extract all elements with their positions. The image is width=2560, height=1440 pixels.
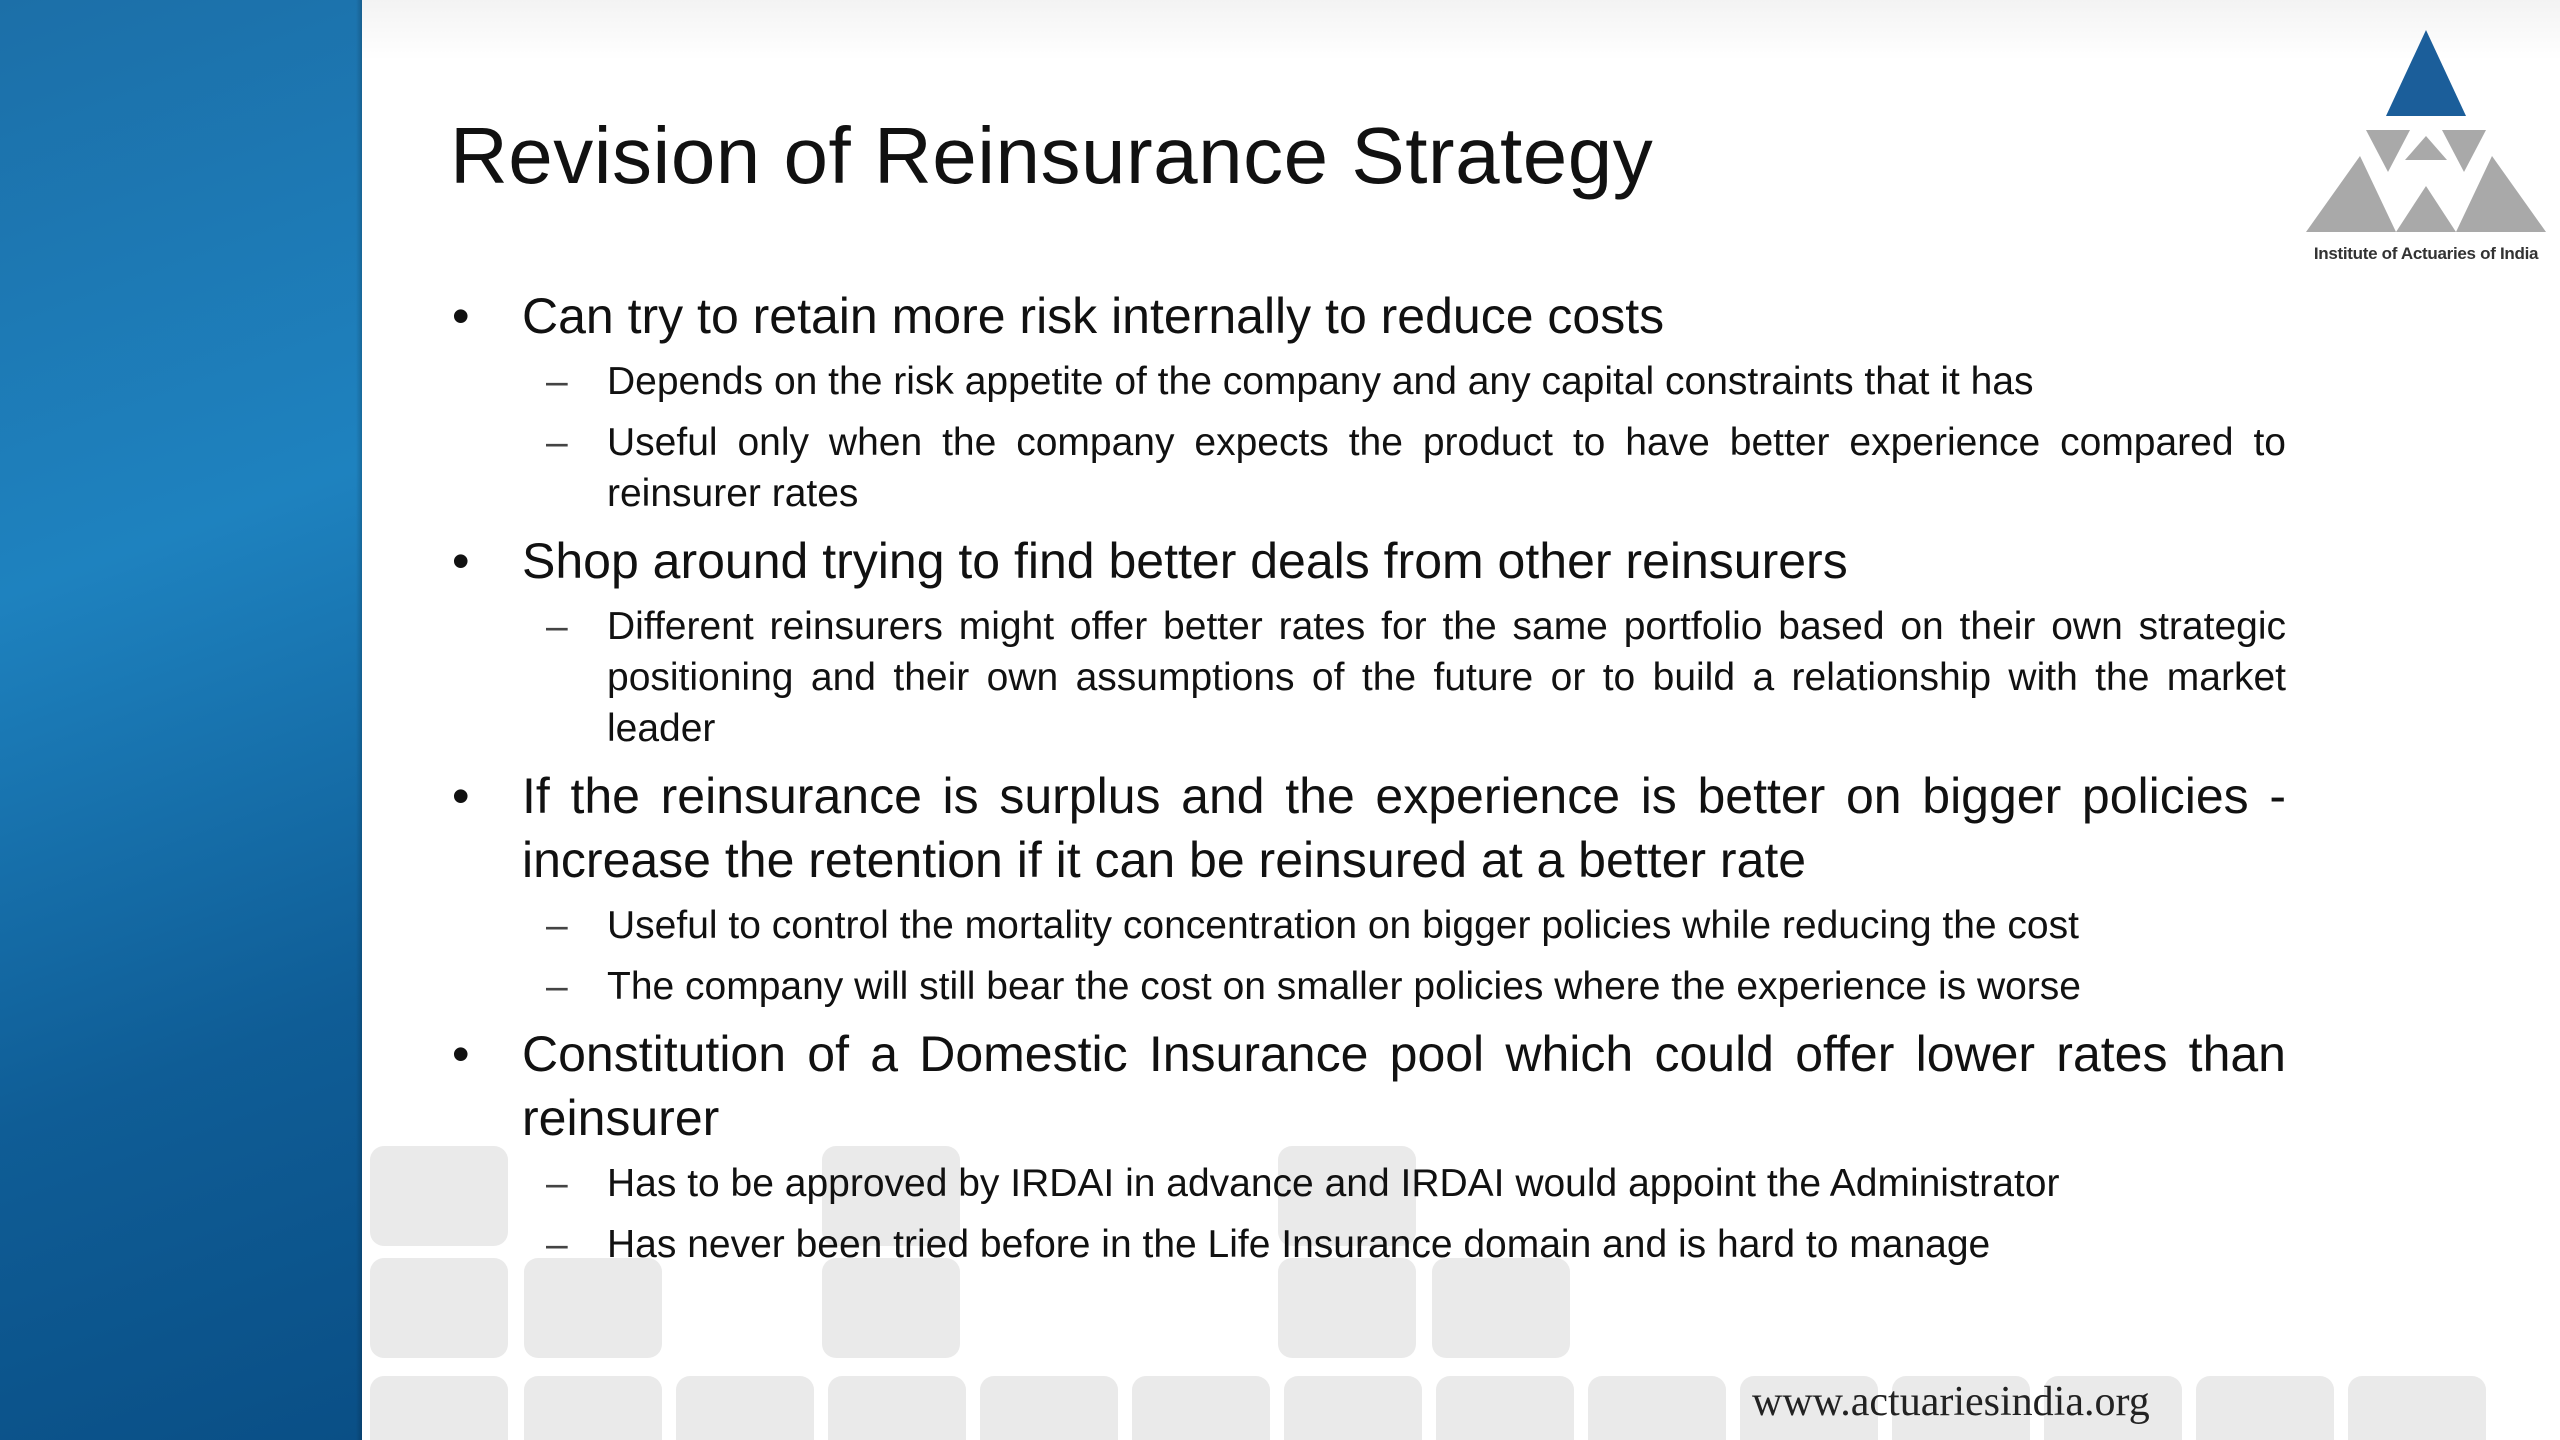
sub-bullet-item [450,1158,2286,1209]
bullet-text: If the reinsurance is surplus and the experience is better on bigger policies - increase the retention if it can be reinsured at a better rate [522,768,2286,888]
side-panel [0,0,362,1440]
sub-bullet-text: Depends on the risk appetite of the company and any capital constraints that it has [607,360,2034,403]
bullet-text: Can try to retain more risk internally to reduce costs [522,288,1665,344]
bullet-marker: • [452,288,470,344]
sub-bullet-item [450,417,2286,519]
sub-bullet-marker: – [546,421,568,464]
bg-tile [524,1376,662,1440]
bullet-marker: • [452,1026,470,1082]
sub-bullet-text: Useful only when the company expects the product to have better experience compared to reinsurer rates [607,421,2286,515]
bullet-item [450,1022,2286,1150]
sub-bullet-marker: – [546,904,568,947]
sub-bullet-text: Different reinsurers might offer better rates for the same portfolio based on their own strategic positioning and their own assumptions of the future or to build a relationship with the market leader [607,605,2286,750]
bg-tile [980,1376,1118,1440]
bg-tile [676,1376,814,1440]
bg-tile [1284,1376,1422,1440]
bg-tile [1436,1376,1574,1440]
sub-bullet-marker: – [546,1223,568,1266]
bullet-item [450,284,2286,348]
sub-bullet-item [450,356,2286,407]
bullet-marker: • [452,533,470,589]
bg-tile [1588,1376,1726,1440]
sub-bullet-text: Useful to control the mortality concentration on bigger policies while reducing the cost [607,904,2079,947]
sub-bullet-item [450,601,2286,754]
institute-logo [2300,26,2552,268]
bullet-marker: • [452,768,470,824]
bg-tile [2196,1376,2334,1440]
logo-emblem-icon [2300,26,2552,241]
bullet-text: Constitution of a Domestic Insurance pool which could offer lower rates than reinsurer [522,1026,2286,1146]
bg-tile [1132,1376,1270,1440]
sub-bullet-item [450,900,2286,951]
bg-tile [828,1376,966,1440]
bullet-item [450,529,2286,593]
bullet-list [450,280,2286,1280]
sub-bullet-text: Has to be approved by IRDAI in advance and IRDAI would appoint the Administrator [607,1162,2060,1205]
bullet-item [450,764,2286,892]
bg-tile [370,1376,508,1440]
sub-bullet-marker: – [546,1162,568,1205]
bg-tile [2348,1376,2486,1440]
sub-bullet-text: The company will still bear the cost on smaller policies where the experience is worse [607,965,2081,1008]
sub-bullet-item [450,1219,2286,1270]
sub-bullet-marker: – [546,605,568,648]
footer-url: www.actuariesindia.org [1752,1379,2150,1425]
bullet-text: Shop around trying to find better deals from other reinsurers [522,533,1848,589]
sub-bullet-marker: – [546,360,568,403]
logo-text: Institute of Actuaries of India [2313,244,2539,263]
slide [362,0,2560,1440]
slide-title: Revision of Reinsurance Strategy [450,111,1654,200]
sub-bullet-text: Has never been tried before in the Life Insurance domain and is hard to manage [607,1223,1991,1266]
sub-bullet-item [450,961,2286,1012]
sub-bullet-marker: – [546,965,568,1008]
